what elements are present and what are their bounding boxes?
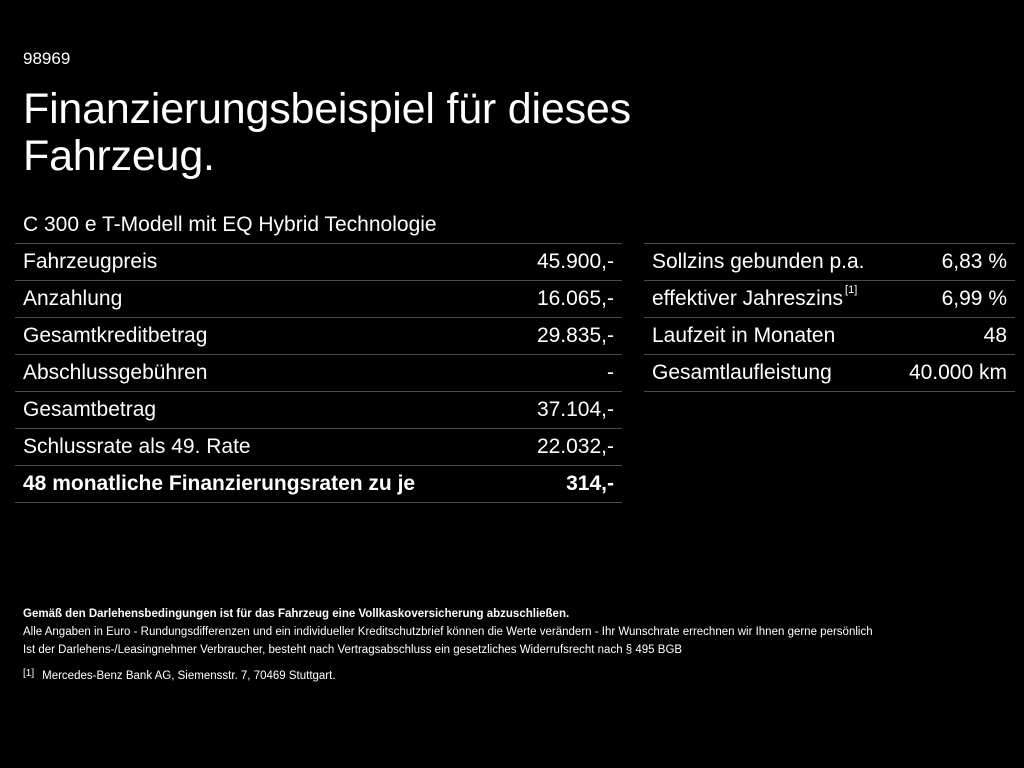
row-value: 45.900,- — [509, 244, 622, 281]
table-row — [15, 318, 622, 355]
row-label: Anzahlung — [15, 281, 509, 318]
row-value: 48 — [891, 318, 1015, 355]
rounding-note: Alle Angaben in Euro - Rundungsdifferenzen und ein individueller Kreditschutzbrief können die Werte verändern - Ihr Wunschrate errechnen wir Ihnen gerne persönlich — [23, 626, 873, 638]
table-row — [15, 244, 622, 281]
row-label: 48 monatliche Finanzierungsraten zu je — [15, 466, 509, 503]
row-label: Fahrzeugpreis — [15, 244, 509, 281]
table-row — [644, 355, 1015, 392]
monthly-rate-row — [15, 466, 622, 503]
table-row — [15, 429, 622, 466]
table-row — [15, 281, 622, 318]
withdrawal-note: Ist der Darlehens-/Leasingnehmer Verbraucher, besteht nach Vertragsabschluss ein gesetzliches Widerrufsrecht nach § 495 BGB — [23, 644, 683, 656]
row-value: 6,99 % — [891, 281, 1015, 318]
financing-table — [15, 243, 622, 503]
table-row — [644, 244, 1015, 281]
row-value: 37.104,- — [509, 392, 622, 429]
table-row — [644, 318, 1015, 355]
row-label: Gesamtlaufleistung — [644, 355, 891, 392]
table-row — [15, 392, 622, 429]
monthly-rate-value: 314,- — [509, 466, 622, 503]
row-label-cell — [644, 281, 891, 318]
footnote-ref: [1] — [845, 284, 858, 296]
legal-notes — [23, 605, 1013, 685]
table-row — [15, 355, 622, 392]
footnote-text: Mercedes-Benz Bank AG, Siemensstr. 7, 70469 Stuttgart. — [42, 670, 336, 682]
footnote-mark: [1] — [23, 668, 35, 679]
page-title: Finanzierungsbeispiel für dieses Fahrzeug. — [23, 85, 631, 180]
insurance-note: Gemäß den Darlehensbedingungen ist für das Fahrzeug eine Vollkaskoversicherung abzuschließen. — [23, 608, 570, 620]
row-label: Sollzins gebunden p.a. — [644, 244, 891, 281]
row-value: 6,83 % — [891, 244, 1015, 281]
row-label: Laufzeit in Monaten — [644, 318, 891, 355]
row-value: 22.032,- — [509, 429, 622, 466]
reference-number: 98969 — [23, 49, 71, 68]
row-label: Gesamtbetrag — [15, 392, 509, 429]
row-label: Schlussrate als 49. Rate — [15, 429, 509, 466]
row-value: 29.835,- — [509, 318, 622, 355]
interest-table — [644, 243, 1015, 392]
row-value: 16.065,- — [509, 281, 622, 318]
row-value: - — [509, 355, 622, 392]
table-row — [644, 281, 1015, 318]
row-label: Abschlussgebühren — [15, 355, 509, 392]
vehicle-model: C 300 e T-Modell mit EQ Hybrid Technologie — [23, 213, 437, 236]
footnote — [23, 667, 1013, 685]
row-label: Gesamtkreditbetrag — [15, 318, 509, 355]
row-label: effektiver Jahreszins — [652, 287, 844, 310]
row-value: 40.000 km — [891, 355, 1015, 392]
